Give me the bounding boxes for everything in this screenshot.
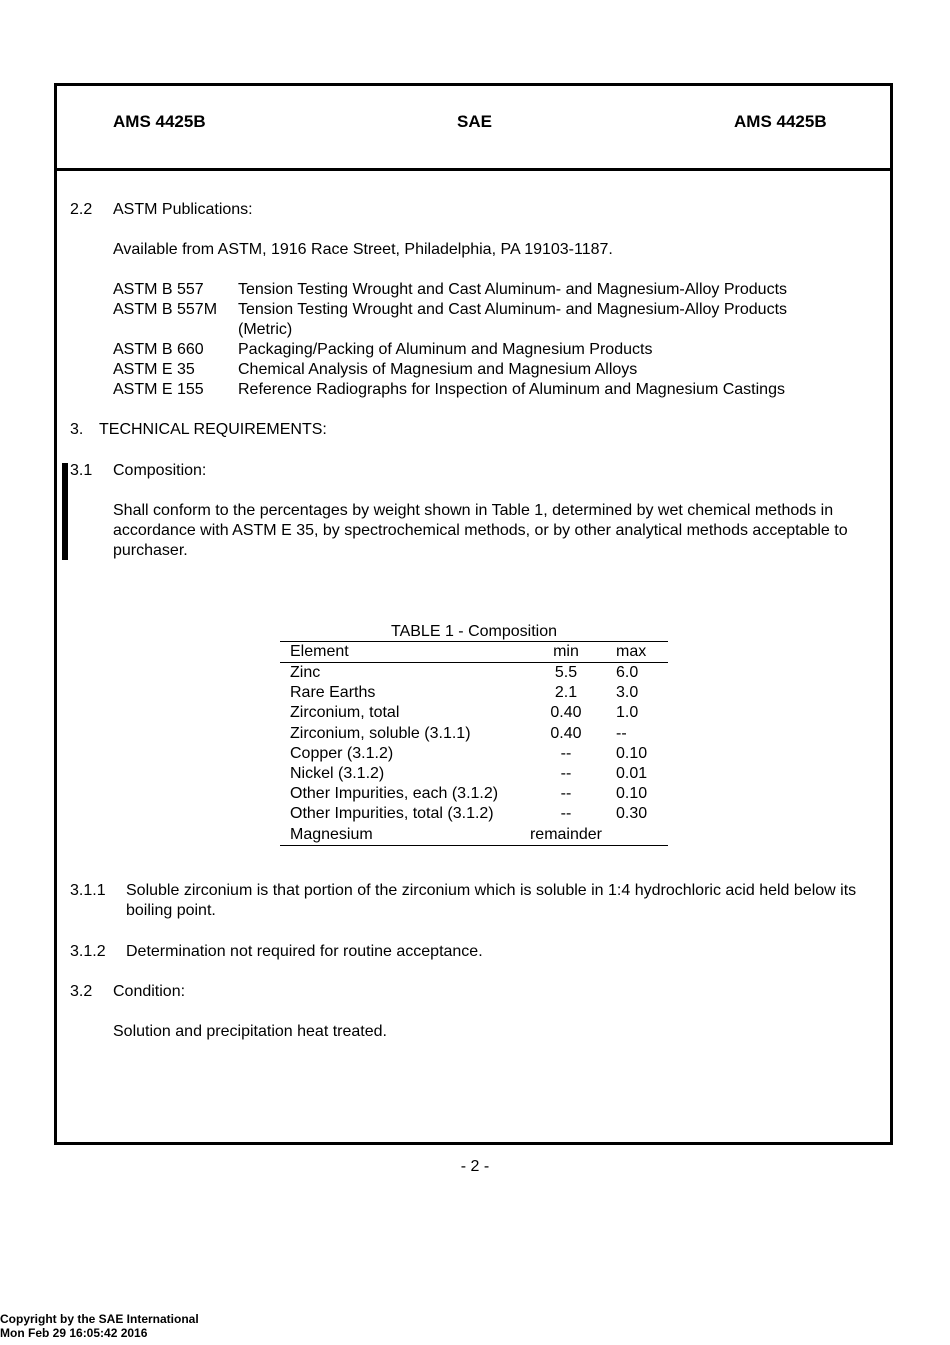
reference-code: ASTM B 557M <box>113 301 218 318</box>
table-header-row <box>280 642 668 663</box>
reference-code: ASTM E 155 <box>113 381 204 398</box>
table-row <box>280 804 668 824</box>
max-cell: 0.10 <box>616 744 648 762</box>
min-cell: remainder <box>529 825 602 843</box>
min-cell: 0.40 <box>550 704 582 722</box>
max-cell: 0.30 <box>616 805 648 823</box>
page-frame <box>54 83 893 1145</box>
soluble-zirconium-paragraph: Soluble zirconium is that portion of the zirconium which is soluble in 1:4 hydrochloric acid held below its boiling point. <box>126 882 857 919</box>
min-cell: 0.40 <box>550 724 582 742</box>
reference-title: Tension Testing Wrought and Cast Aluminum- and Magnesium-Alloy Products (Metric) <box>238 301 788 338</box>
copyright-notice <box>0 1312 199 1340</box>
min-cell: 2.1 <box>554 684 578 702</box>
max-cell: 1.0 <box>616 704 639 722</box>
section-number: 2.2 <box>70 201 93 218</box>
table-row <box>280 744 668 764</box>
section-number: 3. <box>70 421 84 438</box>
doc-code-right: AMS 4425B <box>734 112 827 131</box>
page-number: - 2 - <box>460 1158 490 1175</box>
section-title: Condition: <box>113 983 186 1000</box>
doc-code-left: AMS 4425B <box>113 112 206 131</box>
condition-paragraph: Solution and precipitation heat treated. <box>113 1023 387 1040</box>
table-row <box>280 764 668 784</box>
min-cell: -- <box>560 785 572 803</box>
max-cell: -- <box>616 724 627 742</box>
composition-table <box>280 623 668 846</box>
section-title: TECHNICAL REQUIREMENTS: <box>99 421 327 438</box>
table-row <box>280 825 668 846</box>
max-cell <box>602 825 668 846</box>
reference-code: ASTM B 660 <box>113 341 204 358</box>
determination-paragraph: Determination not required for routine acceptance. <box>126 943 483 960</box>
section-title: ASTM Publications: <box>113 201 253 218</box>
copyright-line: Copyright by the SAE International <box>0 1312 199 1326</box>
min-cell: -- <box>560 765 572 783</box>
element-cell: Zinc <box>290 664 321 682</box>
min-cell: 5.5 <box>554 664 578 682</box>
reference-code: ASTM E 35 <box>113 361 195 378</box>
composition-paragraph: Shall conform to the percentages by weight shown in Table 1, determined by wet chemical methods in accordance with ASTM E 35, by spectrochemical methods, or by other analytical methods acceptable to purchaser. <box>113 502 848 559</box>
section-number: 3.1.1 <box>70 882 106 899</box>
publisher-name: SAE <box>457 112 492 131</box>
reference-title: Reference Radiographs for Inspection of Aluminum and Magnesium Castings <box>238 381 785 398</box>
table-row <box>280 784 668 804</box>
element-cell: Other Impurities, each (3.1.2) <box>290 785 499 803</box>
section-number: 3.1 <box>70 462 93 479</box>
max-cell: 6.0 <box>616 664 639 682</box>
reference-title: Packaging/Packing of Aluminum and Magnesium Products <box>238 341 653 358</box>
element-cell: Copper (3.1.2) <box>290 744 394 762</box>
table-title: TABLE 1 - Composition <box>391 623 557 640</box>
table-row <box>280 724 668 744</box>
max-cell: 0.10 <box>616 785 648 803</box>
section-number: 3.2 <box>70 983 93 1000</box>
element-cell: Other Impurities, total (3.1.2) <box>290 805 494 823</box>
column-header: Element <box>290 643 349 660</box>
table-row <box>280 703 668 723</box>
min-cell: -- <box>560 805 572 823</box>
availability-text: Available from ASTM, 1916 Race Street, Philadelphia, PA 19103-1187. <box>113 241 613 258</box>
column-header: max <box>616 643 647 660</box>
max-cell: 0.01 <box>616 765 648 783</box>
max-cell: 3.0 <box>616 684 639 702</box>
reference-code: ASTM B 557 <box>113 281 204 298</box>
table-row <box>280 663 668 684</box>
header-band <box>57 86 890 171</box>
min-cell: -- <box>560 744 572 762</box>
timestamp-line: Mon Feb 29 16:05:42 2016 <box>0 1326 148 1340</box>
element-cell: Rare Earths <box>290 684 376 702</box>
reference-title: Chemical Analysis of Magnesium and Magnesium Alloys <box>238 361 638 378</box>
revision-change-bar <box>62 463 68 560</box>
element-cell: Zirconium, total <box>290 704 400 722</box>
element-cell: Nickel (3.1.2) <box>290 765 385 783</box>
section-title: Composition: <box>113 462 207 479</box>
element-cell: Zirconium, soluble (3.1.1) <box>290 724 471 742</box>
column-header: min <box>553 643 579 660</box>
element-cell: Magnesium <box>290 825 373 843</box>
reference-title: Tension Testing Wrought and Cast Aluminum- and Magnesium-Alloy Products <box>238 281 788 298</box>
section-number: 3.1.2 <box>70 943 106 960</box>
table-row <box>280 683 668 703</box>
